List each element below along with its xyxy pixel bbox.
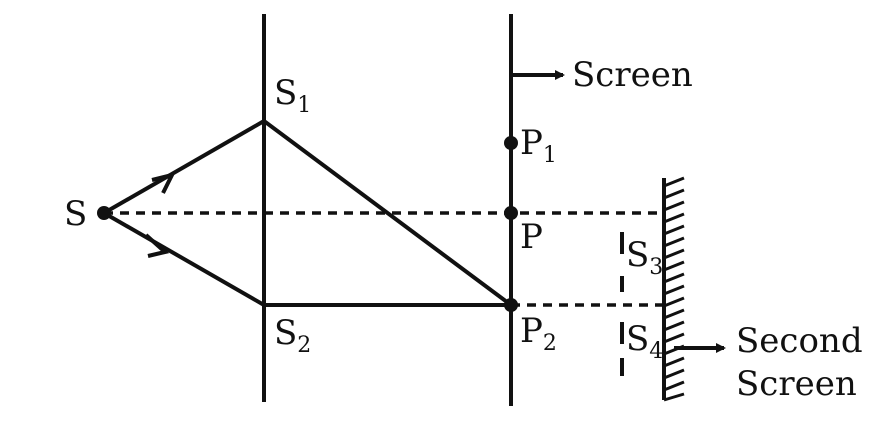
source-point [97, 206, 111, 220]
second-screen-label-line2: Screen [736, 364, 857, 404]
second-screen-label-line1: Second [736, 321, 863, 361]
point-p [504, 206, 518, 220]
slit-s1-label: $S_1$ [274, 73, 312, 118]
point-p-label: P [520, 217, 543, 257]
ray-s-to-s1 [104, 121, 264, 213]
point-p2 [504, 298, 518, 312]
point-p1-label: $P_1$ [520, 123, 557, 168]
screen-label: Screen [572, 55, 693, 95]
slit-s4-label: $S_4$ [626, 319, 664, 364]
point-p2-label: $P_2$ [520, 311, 557, 356]
slit-s3-label: $S_3$ [626, 235, 664, 280]
second-screen [664, 178, 684, 400]
ray-s-to-s2 [104, 213, 264, 305]
source-label: S [64, 194, 88, 234]
slit-s2-label: $S_2$ [274, 313, 312, 358]
point-p1 [504, 136, 518, 150]
